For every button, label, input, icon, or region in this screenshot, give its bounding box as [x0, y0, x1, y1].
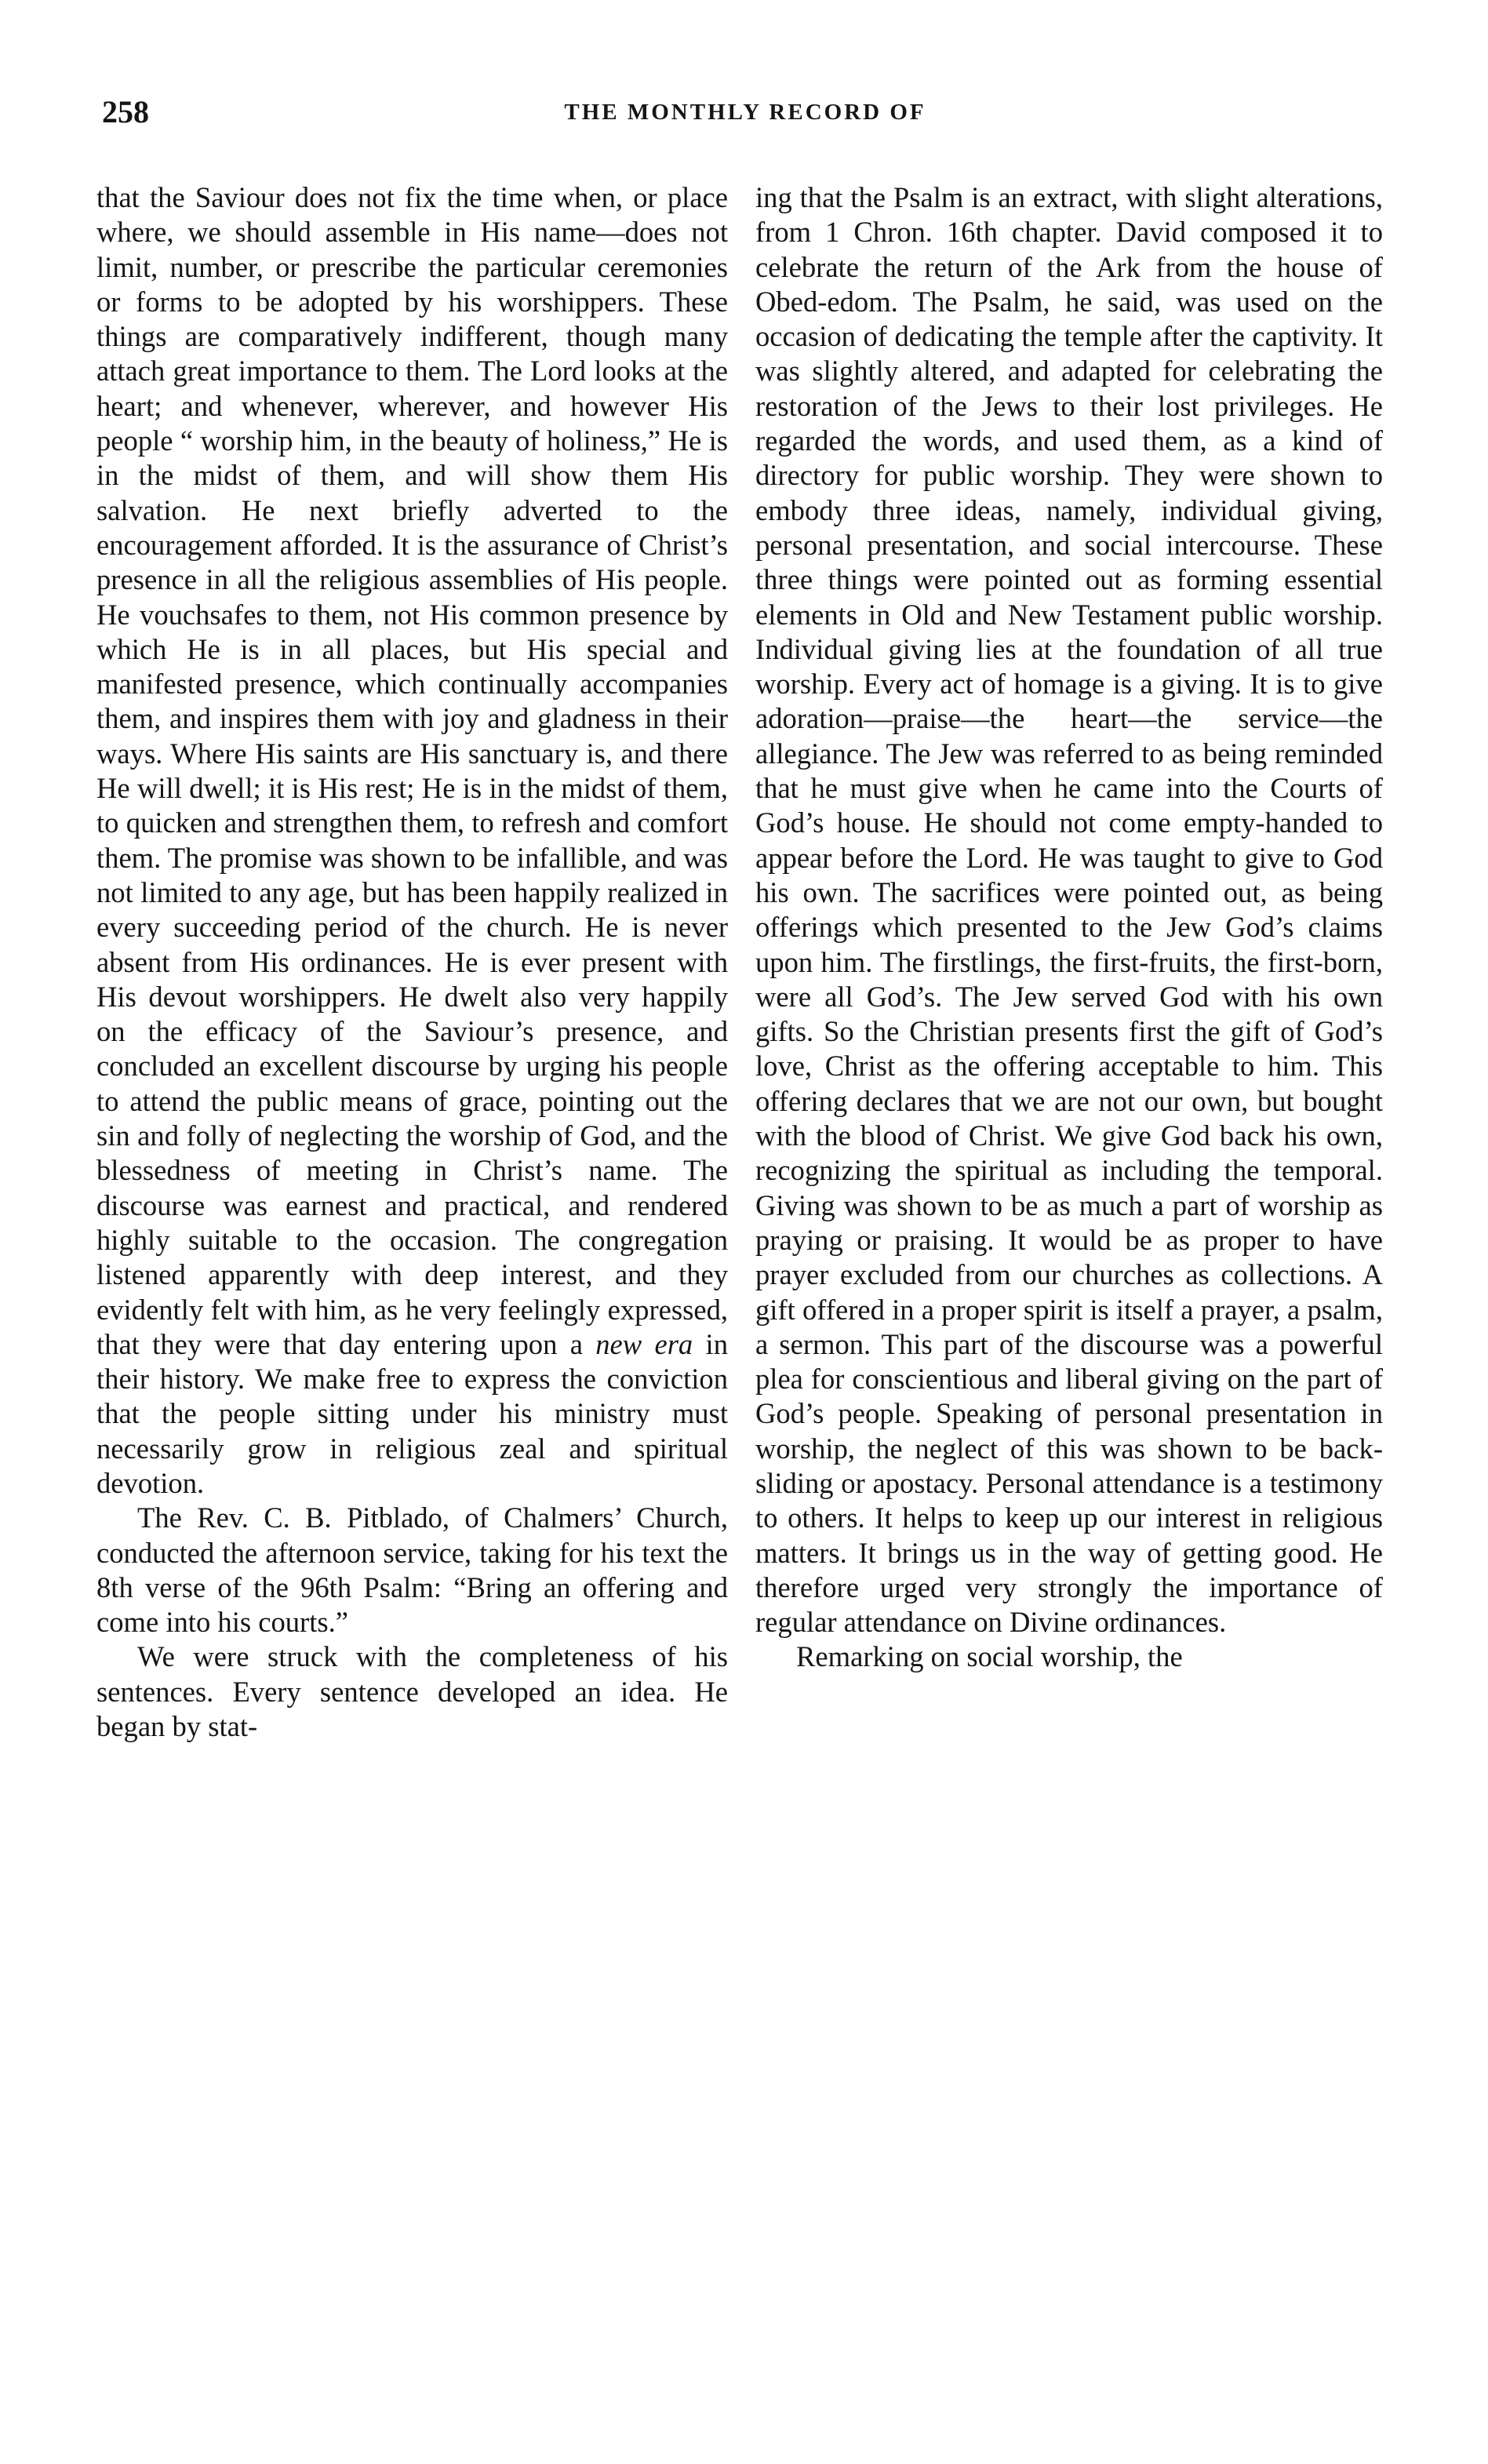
left-paragraph-3: We were struck with the completeness of his sentences. Every sentence developed an idea. He began by stat- [96, 1640, 728, 1743]
right-column [755, 180, 1383, 1675]
left-paragraph-1-text-b: in their history. We make free to express the conviction that the people sitting under his ministry must necessarily grow in religious zeal and spiritual devotion. [96, 1327, 728, 1499]
left-column [96, 180, 728, 1744]
header-title: THE MONTHLY RECORD OF [564, 100, 926, 125]
page-number: 258 [102, 94, 149, 129]
left-paragraph-2: The Rev. C. B. Pitblado, of Chalmers’ Church, conducted the afternoon service, taking for his text the 8th verse of the 96th Psalm: “Bring an offering and come into his courts.” [96, 1501, 728, 1639]
right-paragraph-1: ing that the Psalm is an extract, with slight alterations, from 1 Chron. 16th chapter. David composed it to celebrate the return of the Ark from the house of Obed-edom. The Psalm, he said, was used on the occasion of dedicating the temple after the captivity. It was slightly altered, and adapted for celebrating the restoration of the Jews to their lost privileges. He regarded the words, and used them, as a kind of directory for public worship. They were shown to embody three ideas, namely, individual giving, personal presentation, and social intercourse. These three things were pointed out as forming essential elements in Old and New Testament public worship. Individual giving lies at the foundation of all true worship. Every act of homage is a giving. It is to give adoration—praise—the heart—the service—the allegiance. The Jew was referred to as being reminded that he must give when he came into the Courts of God’s house. He should not come empty-handed to appear before the Lord. He was taught to give to God his own. The sacrifices were pointed out, as being offerings which presented to the Jew God’s claims upon him. The firstlings, the first-fruits, the first-born, were all God’s. The Jew served God with his own gifts. So the Christian presents first the gift of God’s love, Christ as the offering acceptable to him. This offering declares that we are not our own, but bought with the blood of Christ. We give God back his own, recognizing the spiritual as including the temporal. Giving was shown to be as much a part of worship as praying or praising. It would be as proper to have prayer excluded from our churches as collections. A gift offered in a proper spirit is itself a prayer, a psalm, a sermon. This part of the discourse was a powerful plea for conscientious and liberal giving on the part of God’s people. Speaking of personal presentation in worship, the neglect of this was shown to be back-sliding or apostacy. Personal attendance is a testimony to others. It helps to keep up our interest in religious matters. It brings us in the way of getting good. He therefore urged very strongly the importance of regular attendance on Divine ordinances. [755, 181, 1383, 1639]
left-paragraph-1-text-a: that the Saviour does not fix the time when, or place where, we should assemble in His name—does not limit, number, or prescribe the particular ceremonies or forms to be adopted by his worshippers. These things are comparatively indifferent, though many attach great importance to them. The Lord looks at the heart; and whenever, wherever, and however His people “ worship him, in the beauty of holiness,” He is in the midst of them, and will show them His salvation. He next briefly adverted to the encouragement afforded. It is the assurance of Christ’s presence in all the religious assemblies of His people. He vouchsafes to them, not His common presence by which He is in all places, but His special and manifested presence, which continually accompanies them, and inspires them with joy and gladness in their ways. Where His saints are His sanctuary is, and there He will dwell; it is His rest; He is in the midst of them, to quicken and strengthen them, to refresh and comfort them. The promise was shown to be infallible, and was not limited to any age, but has been happily realized in every succeeding period of the church. He is never absent from His ordinances. He is ever present with His devout worshippers. He dwelt also very happily on the efficacy of the Saviour’s presence, and concluded an excellent discourse by urging his people to attend the public means of grace, pointing out the sin and folly of neglecting the worship of God, and the blessedness of meeting in Christ’s name. The discourse was earnest and practical, and rendered highly suitable to the occasion. The congregation listened apparently with deep interest, and they evidently felt with him, as he very feelingly expressed, that they were that day entering upon a [96, 181, 728, 1360]
left-paragraph-1 [96, 180, 728, 1501]
running-header [102, 93, 1388, 132]
right-paragraph-2: Remarking on social worship, the [796, 1640, 1183, 1673]
emphasis-new-era: new era [595, 1327, 693, 1360]
